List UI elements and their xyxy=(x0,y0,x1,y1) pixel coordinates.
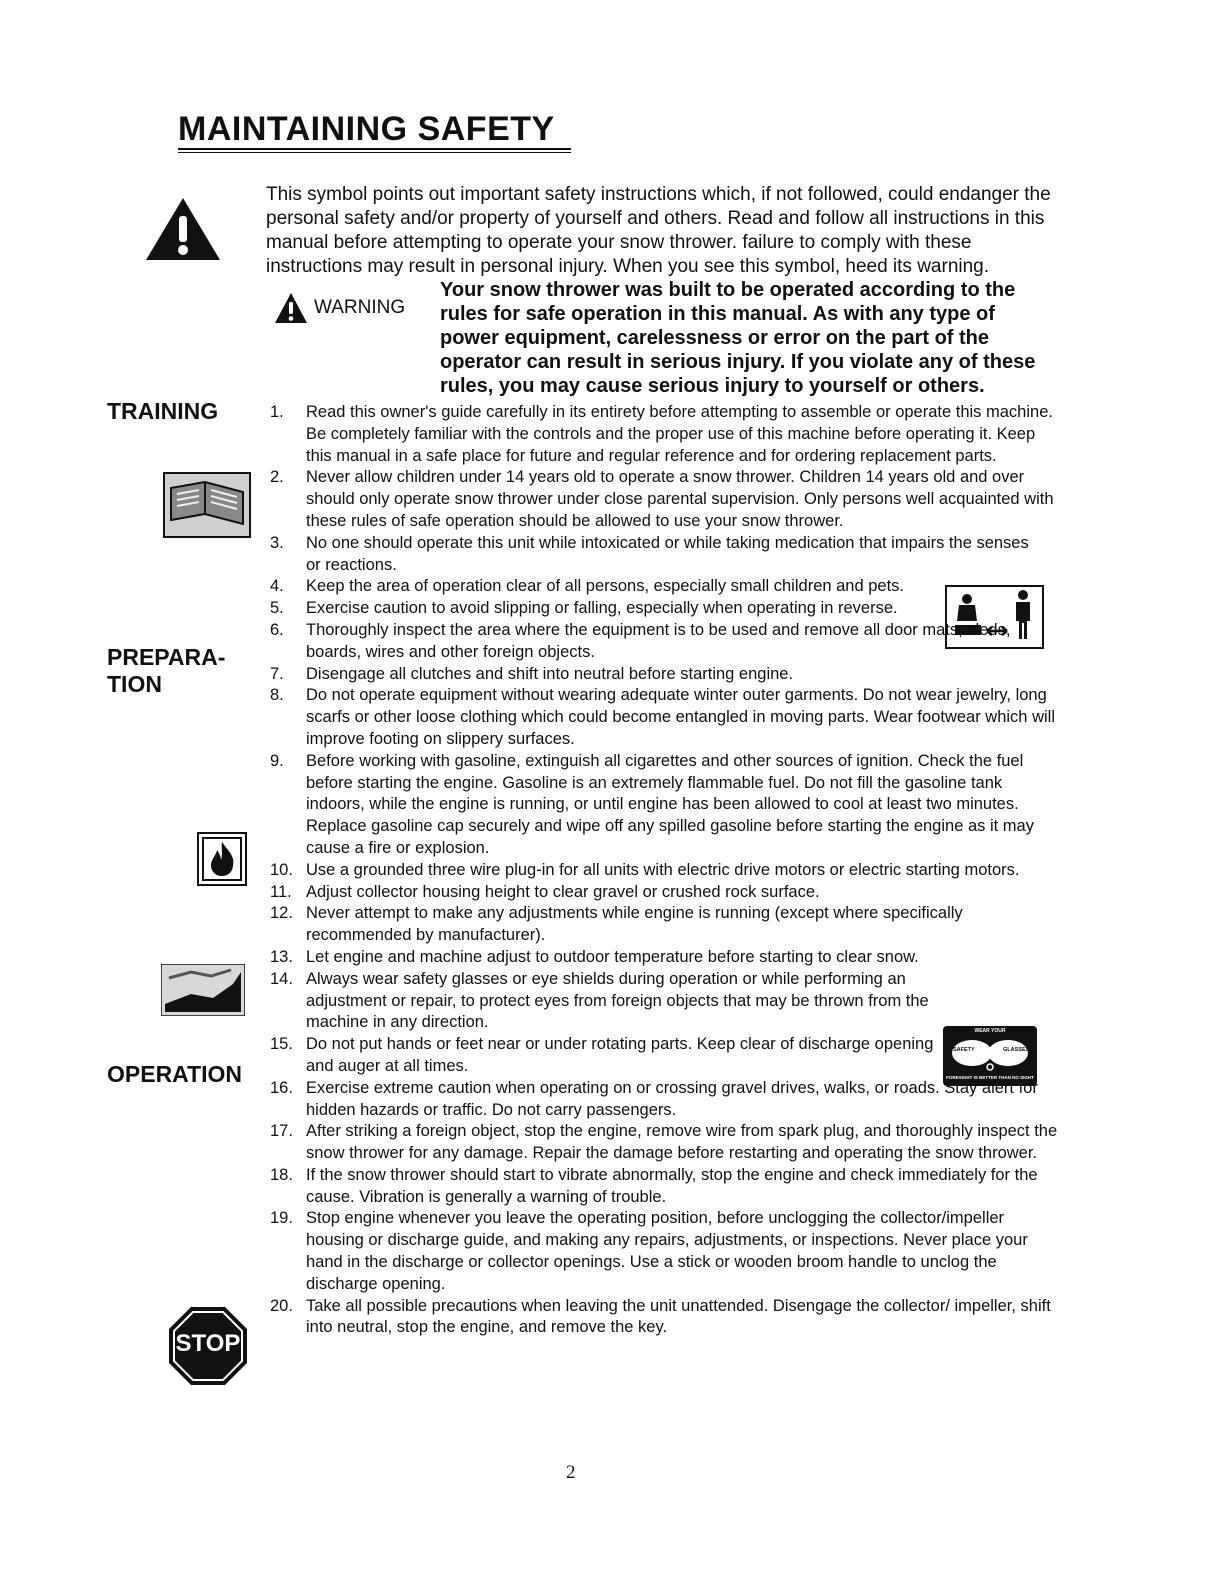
rule-item xyxy=(262,1296,1062,1340)
stop-sign-text: STOP xyxy=(175,1330,241,1357)
page-number: 2 xyxy=(566,1462,576,1483)
title-underline xyxy=(178,148,571,150)
rule-text: Never allow children under 14 years old to operate a snow thrower. Children 14 years old and over should only operate snow thrower under close parental supervision. Only persons well acquainted with these rules of safe operation should be allowed to use your snow thrower. xyxy=(306,468,1054,530)
rule-number: 3. xyxy=(270,533,284,552)
rule-number: 13. xyxy=(270,947,293,966)
rule-text: If the snow thrower should start to vibrate abnormally, stop the engine and check immediately for the cause. Vibration is generally a warning of trouble. xyxy=(306,1165,1038,1206)
rule-item xyxy=(262,467,1062,532)
rule-number: 7. xyxy=(270,664,284,683)
rule-item xyxy=(262,969,1062,1034)
glasses-bottom-text: FORESIGHT IS BETTER THAN NO SIGHT xyxy=(946,1075,1034,1080)
fire-hazard-icon xyxy=(197,832,247,886)
page-title: MAINTAINING SAFETY xyxy=(178,110,555,148)
rule-item xyxy=(262,664,1062,686)
read-manual-icon xyxy=(163,472,251,538)
rule-text: Thoroughly inspect the area where the equipment is to be used and remove all door mats, sleds, boards, wires and other foreign objects. xyxy=(306,620,1011,661)
rule-text: Exercise extreme caution when operating on or crossing gravel drives, walks, or roads. Stay alert for hidden hazards or traffic. Do not carry passengers. xyxy=(306,1078,1038,1119)
glasses-right-text: GLASSES xyxy=(1003,1047,1030,1053)
rule-number: 16. xyxy=(270,1078,293,1097)
rule-number: 5. xyxy=(270,599,284,618)
rule-text: No one should operate this unit while intoxicated or while taking medication that impairs the senses or reactions. xyxy=(306,533,1029,574)
rule-number: 18. xyxy=(270,1165,293,1184)
rule-number: 8. xyxy=(270,686,284,705)
rule-item xyxy=(262,685,1062,750)
rule-text: Let engine and machine adjust to outdoor temperature before starting to clear snow. xyxy=(306,947,919,966)
rule-text: Stop engine whenever you leave the operating position, before unclogging the collector/impeller housing or discharge guide, and making any repairs, adjustments, or inspections. Never place your hand in the discharge or collector openings. Use a stick or wooden broom handle to unclog the discharge opening. xyxy=(306,1209,1028,1293)
safety-alert-icon xyxy=(144,196,222,262)
rule-item xyxy=(262,882,1062,904)
section-operation: OPERATION xyxy=(107,1061,243,1087)
rule-text: Use a grounded three wire plug-in for all units with electric drive motors or electric starting motors. xyxy=(306,860,1020,879)
title-underline-thin xyxy=(178,152,571,153)
rule-text: Before working with gasoline, extinguish all cigarettes and other sources of ignition. Check the fuel before starting the engine. Gasoline is an extremely flammable fuel. Do not fill the gasoline tank indoors, while the engine is running, or until engine has been allowed to cool at least two minutes. Replace gasoline cap securely and wipe off any spilled gasoline before starting the engine as it may cause a fire or explosion. xyxy=(306,751,1034,857)
safety-rules-list xyxy=(262,402,1062,1339)
rule-number: 1. xyxy=(270,403,284,421)
warning-label: WARNING xyxy=(314,297,406,318)
rule-item xyxy=(262,402,1062,467)
rule-text: Disengage all clutches and shift into neutral before starting engine. xyxy=(306,664,794,683)
rule-text: Exercise caution to avoid slipping or falling, especially when operating in reverse. xyxy=(306,599,898,618)
rule-item xyxy=(262,1078,1062,1122)
rule-number: 2. xyxy=(270,468,284,487)
rule-item xyxy=(262,576,1062,598)
warning-alert-icon xyxy=(274,292,308,324)
rule-number: 6. xyxy=(270,620,284,639)
rule-number: 15. xyxy=(270,1035,293,1054)
rule-number: 9. xyxy=(270,751,284,770)
rule-text: After striking a foreign object, stop the engine, remove wire from spark plug, and thoroughly inspect the snow thrower for any damage. Repair the damage before restarting and operating the snow thrower. xyxy=(306,1122,1058,1163)
rule-text: Adjust collector housing height to clear gravel or crushed rock surface. xyxy=(306,882,820,901)
rule-number: 10. xyxy=(270,860,293,879)
warning-text: Your snow thrower was built to be operated according to the rules for safe operation in this manual. As with any type of power equipment, carelessness or error on the part of the operator can result in serious injury. If you violate any of these rules, you may cause serious injury to yourself or others. xyxy=(440,279,1036,397)
rule-item xyxy=(262,598,1062,620)
stop-sign-icon xyxy=(167,1305,249,1387)
glasses-top-text: WEAR YOUR xyxy=(974,1028,1006,1034)
rule-item xyxy=(262,1121,1062,1165)
rule-number: 12. xyxy=(270,904,293,923)
rule-number: 19. xyxy=(270,1209,293,1228)
rule-text: Read this owner's guide carefully in its entirety before attempting to assemble or operate this machine. Be completely familiar with the controls and the proper use of this machine before operating it. Keep this manual in a safe place for future and regular reference and for ordering replacement parts. xyxy=(306,403,1053,465)
rule-text: Never attempt to make any adjustments while engine is running (except where specifically recommended by manufacturer). xyxy=(306,904,963,945)
rule-text: Do not put hands or feet near or under rotating parts. Keep clear of discharge opening and auger at all times. xyxy=(306,1035,934,1075)
rule-text: Keep the area of operation clear of all persons, especially small children and pets. xyxy=(306,577,905,596)
rule-item xyxy=(262,860,1062,882)
section-preparation: PREPARA- TION xyxy=(107,644,226,697)
hand-hazard-icon xyxy=(161,964,245,1016)
rule-item xyxy=(262,533,1062,577)
rule-item xyxy=(262,1165,1062,1209)
rule-number: 4. xyxy=(270,577,284,596)
rule-number: 20. xyxy=(270,1296,293,1315)
rule-item xyxy=(262,620,1062,664)
rule-text: Always wear safety glasses or eye shields during operation or while performing an adjustment or repair, to protect eyes from foreign objects that may be thrown from the machine in any direction. xyxy=(306,969,929,1032)
rule-item xyxy=(262,1034,1062,1078)
rule-item xyxy=(262,947,1062,969)
rule-number: 11. xyxy=(270,882,292,901)
rule-number: 14. xyxy=(270,969,293,988)
warning-label-block xyxy=(274,292,405,324)
rule-text: Do not operate equipment without wearing adequate winter outer garments. Do not wear jewelry, long scarfs or other loose clothing which could become entangled in moving parts. Wear footwear which will improve footing on slippery surfaces. xyxy=(306,686,1055,748)
rule-number: 17. xyxy=(270,1122,293,1141)
rule-item xyxy=(262,1208,1062,1295)
rule-text: Take all possible precautions when leaving the unit unattended. Disengage the collector/ impeller, shift into neutral, stop the engine, and remove the key. xyxy=(306,1296,1051,1337)
glasses-left-text: SAFETY xyxy=(953,1047,975,1053)
intro-paragraph: This symbol points out important safety instructions which, if not followed, could endanger the personal safety and/or property of yourself and others. Read and follow all instructions in this manual before attempting to operate your snow thrower. failure to comply with these instructions may result in personal injury. When you see this symbol, heed its warning. xyxy=(266,184,1051,277)
section-training: TRAINING xyxy=(107,398,219,424)
rule-item xyxy=(262,751,1062,860)
rule-item xyxy=(262,903,1062,947)
